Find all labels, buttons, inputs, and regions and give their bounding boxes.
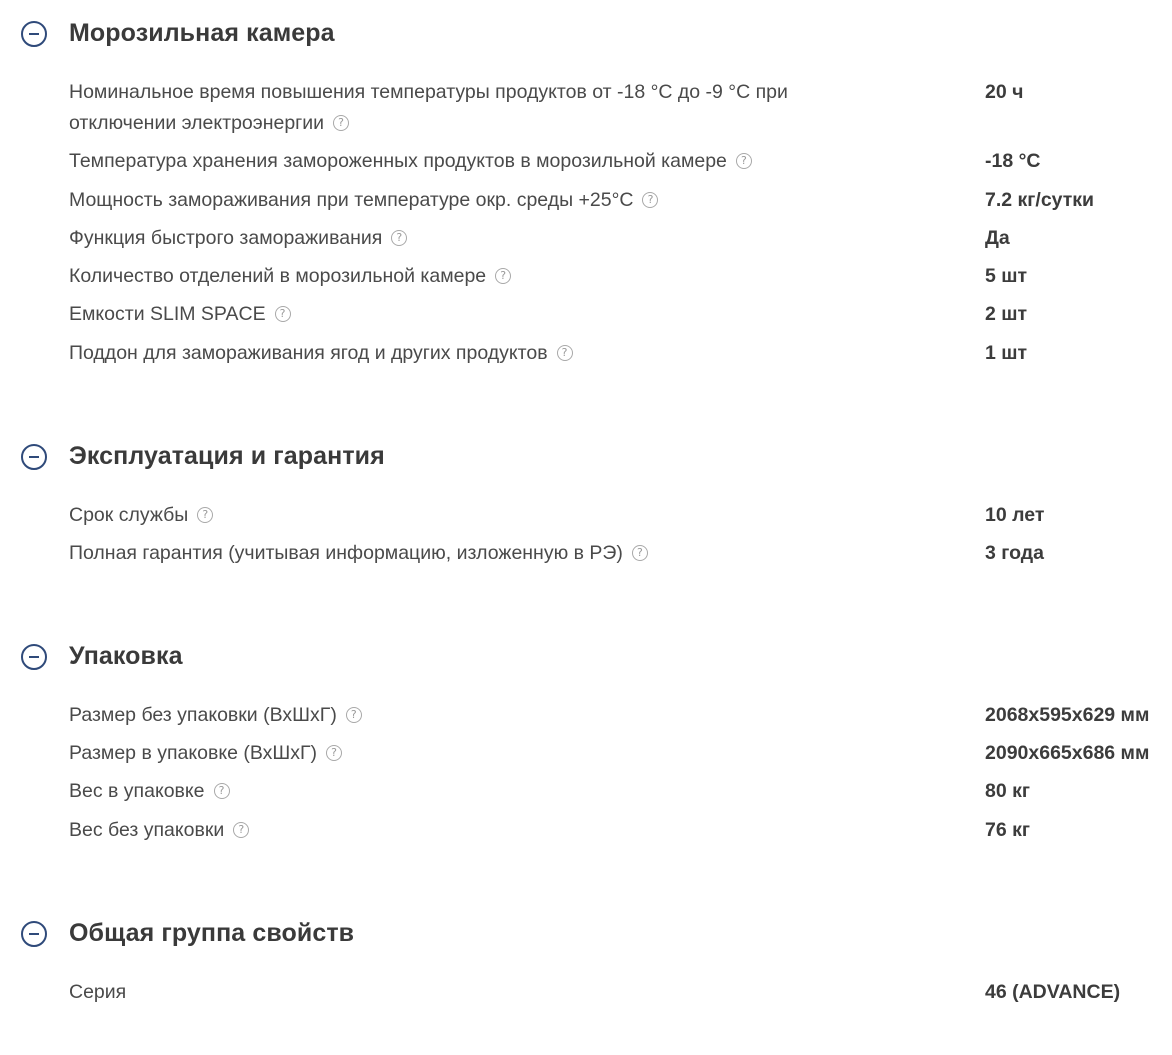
section-header[interactable]	[0, 644, 1172, 684]
section-general	[0, 921, 1172, 961]
spec-value: 3 года	[985, 542, 1045, 564]
spec-label: Вес в упаковке ?	[69, 776, 869, 807]
section-packaging	[0, 644, 1172, 684]
section-title: Эксплуатация и гарантия	[69, 442, 385, 470]
spec-value: 10 лет	[985, 504, 1045, 526]
spec-label: Количество отделений в морозильной камере ?	[69, 261, 869, 292]
spec-value: 2 шт	[985, 303, 1028, 325]
spec-value: 1 шт	[985, 342, 1028, 364]
collapse-toggle-icon[interactable]	[21, 444, 47, 470]
spec-value: 2068х595х629 мм	[985, 704, 1150, 726]
spec-label: Полная гарантия (учитывая информацию, изложенную в РЭ) ?	[69, 538, 869, 569]
spec-label: Температура хранения замороженных продуктов в морозильной камере ?	[69, 146, 869, 177]
section-header[interactable]	[0, 21, 1172, 61]
spec-label: Вес без упаковки ?	[69, 815, 869, 846]
section-header[interactable]	[0, 444, 1172, 484]
question-circle-icon[interactable]: ?	[557, 345, 573, 361]
section-warranty	[0, 444, 1172, 484]
spec-label: Серия	[69, 981, 127, 1003]
spec-value: 20 ч	[985, 81, 1024, 103]
spec-label: Срок службы ?	[69, 500, 869, 531]
collapse-toggle-icon[interactable]	[21, 21, 47, 47]
question-circle-icon[interactable]: ?	[642, 192, 658, 208]
question-circle-icon[interactable]: ?	[632, 545, 648, 561]
spec-label: Размер в упаковке (ВхШхГ) ?	[69, 738, 869, 769]
section-header[interactable]	[0, 921, 1172, 961]
spec-value: 5 шт	[985, 265, 1028, 287]
section-title: Упаковка	[69, 642, 183, 670]
collapse-toggle-icon[interactable]	[21, 644, 47, 670]
spec-value: -18 °С	[985, 150, 1041, 172]
question-circle-icon[interactable]: ?	[736, 153, 752, 169]
spec-value: Да	[985, 227, 1010, 249]
section-title: Морозильная камера	[69, 19, 335, 47]
spec-label: Номинальное время повышения температуры продуктов от -18 °С до -9 °С при отключении электроэнергии ?	[69, 81, 788, 134]
question-circle-icon[interactable]: ?	[333, 115, 349, 131]
spec-label: Мощность замораживания при температуре окр. среды +25°С ?	[69, 185, 869, 216]
question-circle-icon[interactable]: ?	[391, 230, 407, 246]
question-circle-icon[interactable]: ?	[233, 822, 249, 838]
spec-value: 46 (ADVANCE)	[985, 981, 1121, 1003]
question-circle-icon[interactable]: ?	[197, 507, 213, 523]
section-title: Общая группа свойств	[69, 919, 355, 947]
question-circle-icon[interactable]: ?	[275, 306, 291, 322]
spec-label: Емкости SLIM SPACE ?	[69, 299, 869, 330]
section-freezer	[0, 21, 1172, 61]
question-circle-icon[interactable]: ?	[495, 268, 511, 284]
question-circle-icon[interactable]: ?	[326, 745, 342, 761]
question-circle-icon[interactable]: ?	[346, 707, 362, 723]
spec-label: Размер без упаковки (ВхШхГ) ?	[69, 700, 869, 731]
spec-label: Функция быстрого замораживания ?	[69, 223, 869, 254]
question-circle-icon[interactable]: ?	[214, 783, 230, 799]
spec-value: 2090х665х686 мм	[985, 742, 1150, 764]
spec-value: 76 кг	[985, 819, 1030, 841]
spec-value: 80 кг	[985, 780, 1030, 802]
spec-label: Поддон для замораживания ягод и других продуктов ?	[69, 338, 869, 369]
collapse-toggle-icon[interactable]	[21, 921, 47, 947]
spec-value: 7.2 кг/сутки	[985, 189, 1095, 211]
